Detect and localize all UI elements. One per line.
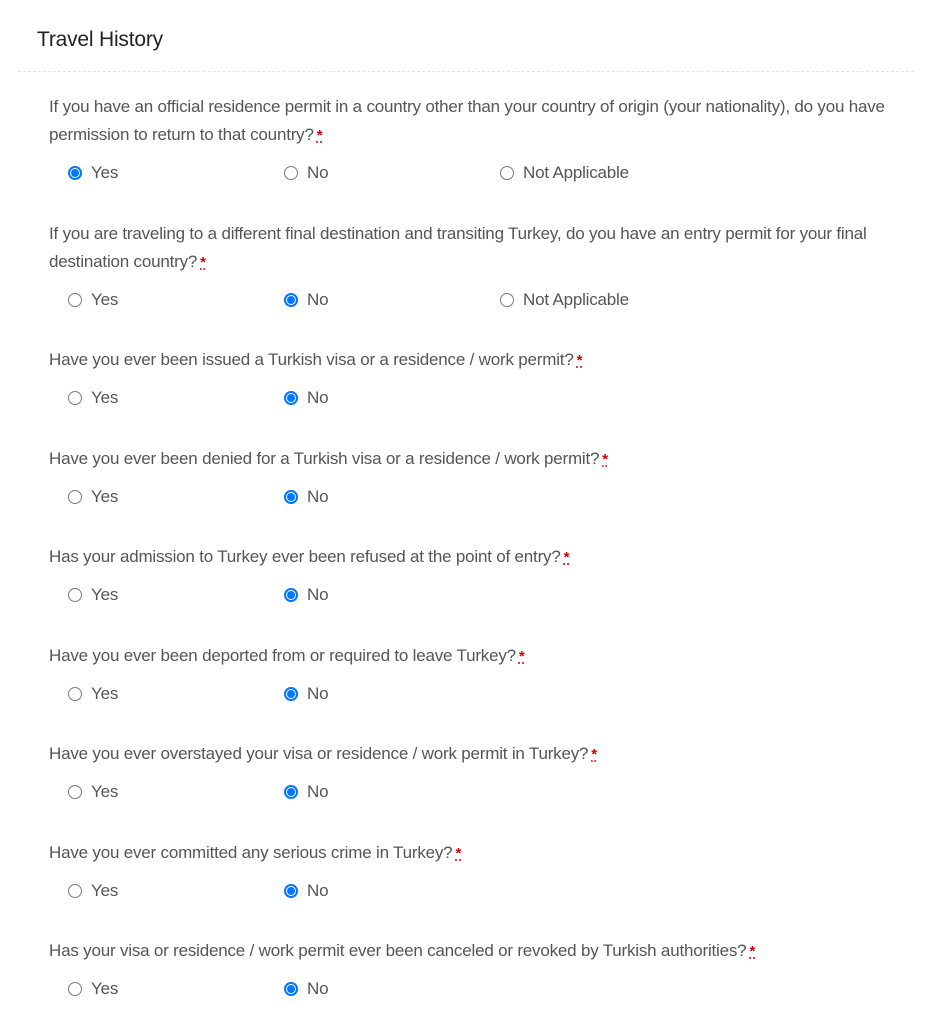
radio-group: [49, 976, 919, 1002]
required-marker: *: [200, 254, 206, 271]
radio-group: [49, 779, 919, 805]
option-no[interactable]: No: [284, 878, 328, 904]
question-overstayed: [49, 740, 919, 805]
option-yes[interactable]: Yes: [68, 582, 118, 608]
radio-group: [49, 681, 919, 707]
radio-button[interactable]: [68, 785, 82, 799]
option-no[interactable]: No: [284, 160, 328, 186]
radio-button[interactable]: [68, 391, 82, 405]
required-marker: *: [602, 451, 608, 468]
option-yes[interactable]: Yes: [68, 779, 118, 805]
radio-button[interactable]: [500, 166, 514, 180]
question-label: Has your admission to Turkey ever been refused at the point of entry? *: [49, 547, 570, 566]
question-label: Have you ever overstayed your visa or residence / work permit in Turkey? *: [49, 744, 597, 763]
option-not-applicable[interactable]: Not Applicable: [500, 160, 629, 186]
section-title: Travel History: [37, 28, 163, 51]
option-no[interactable]: No: [284, 385, 328, 411]
question-label: Have you ever been issued a Turkish visa or a residence / work permit? *: [49, 350, 583, 369]
radio-button[interactable]: [284, 982, 298, 996]
radio-button[interactable]: [68, 166, 82, 180]
question-permit-revoked: [49, 937, 919, 1002]
radio-button[interactable]: [284, 391, 298, 405]
required-marker: *: [749, 943, 756, 960]
required-marker: *: [576, 352, 583, 369]
radio-button[interactable]: [284, 166, 298, 180]
option-yes[interactable]: Yes: [68, 385, 118, 411]
radio-button[interactable]: [284, 687, 298, 701]
radio-button[interactable]: [68, 588, 82, 602]
option-yes[interactable]: Yes: [68, 484, 118, 510]
radio-group: [49, 878, 919, 904]
radio-group: [49, 160, 919, 186]
radio-button[interactable]: [284, 884, 298, 898]
option-not-applicable[interactable]: Not Applicable: [500, 287, 629, 313]
radio-group: [49, 582, 919, 608]
question-label: Have you ever been deported from or required to leave Turkey? *: [49, 646, 525, 665]
question-issued-turkish-visa: [49, 346, 919, 411]
required-marker: *: [455, 845, 462, 862]
question-residence-permit-return: [49, 93, 919, 186]
radio-button[interactable]: [68, 687, 82, 701]
option-no[interactable]: No: [284, 779, 328, 805]
radio-button[interactable]: [284, 785, 298, 799]
radio-button[interactable]: [68, 490, 82, 504]
radio-button[interactable]: [68, 293, 82, 307]
option-no[interactable]: No: [284, 287, 328, 313]
question-admission-refused: [49, 543, 919, 608]
required-marker: *: [518, 648, 525, 665]
radio-group: [49, 287, 919, 313]
question-label: Has your visa or residence / work permit ever been canceled or revoked by Turkish authorities? *: [49, 941, 756, 960]
required-marker: *: [591, 746, 597, 763]
question-final-destination-permit: [49, 220, 919, 313]
option-yes[interactable]: Yes: [68, 976, 118, 1002]
section-divider: [18, 71, 914, 72]
question-label: Have you ever been denied for a Turkish visa or a residence / work permit? *: [49, 449, 608, 468]
question-serious-crime: [49, 839, 919, 904]
question-deported: [49, 642, 919, 707]
option-yes[interactable]: Yes: [68, 878, 118, 904]
required-marker: *: [563, 549, 570, 566]
option-no[interactable]: No: [284, 484, 328, 510]
radio-button[interactable]: [284, 490, 298, 504]
question-label: Have you ever committed any serious crime in Turkey? *: [49, 843, 462, 862]
radio-button[interactable]: [284, 293, 298, 307]
option-yes[interactable]: Yes: [68, 287, 118, 313]
radio-button[interactable]: [500, 293, 514, 307]
option-no[interactable]: No: [284, 976, 328, 1002]
question-denied-turkish-visa: [49, 445, 919, 510]
option-no[interactable]: No: [284, 582, 328, 608]
option-yes[interactable]: Yes: [68, 160, 118, 186]
option-yes[interactable]: Yes: [68, 681, 118, 707]
question-label: If you have an official residence permit in a country other than your country of origin (your nationality), do you have permission to return to that country? *: [49, 97, 885, 144]
option-no[interactable]: No: [284, 681, 328, 707]
required-marker: *: [316, 127, 323, 144]
radio-button[interactable]: [68, 982, 82, 996]
question-label: If you are traveling to a different final destination and transiting Turkey, do you have an entry permit for your final destination country? *: [49, 224, 867, 271]
radio-group: [49, 385, 919, 411]
radio-button[interactable]: [68, 884, 82, 898]
radio-button[interactable]: [284, 588, 298, 602]
radio-group: [49, 484, 919, 510]
